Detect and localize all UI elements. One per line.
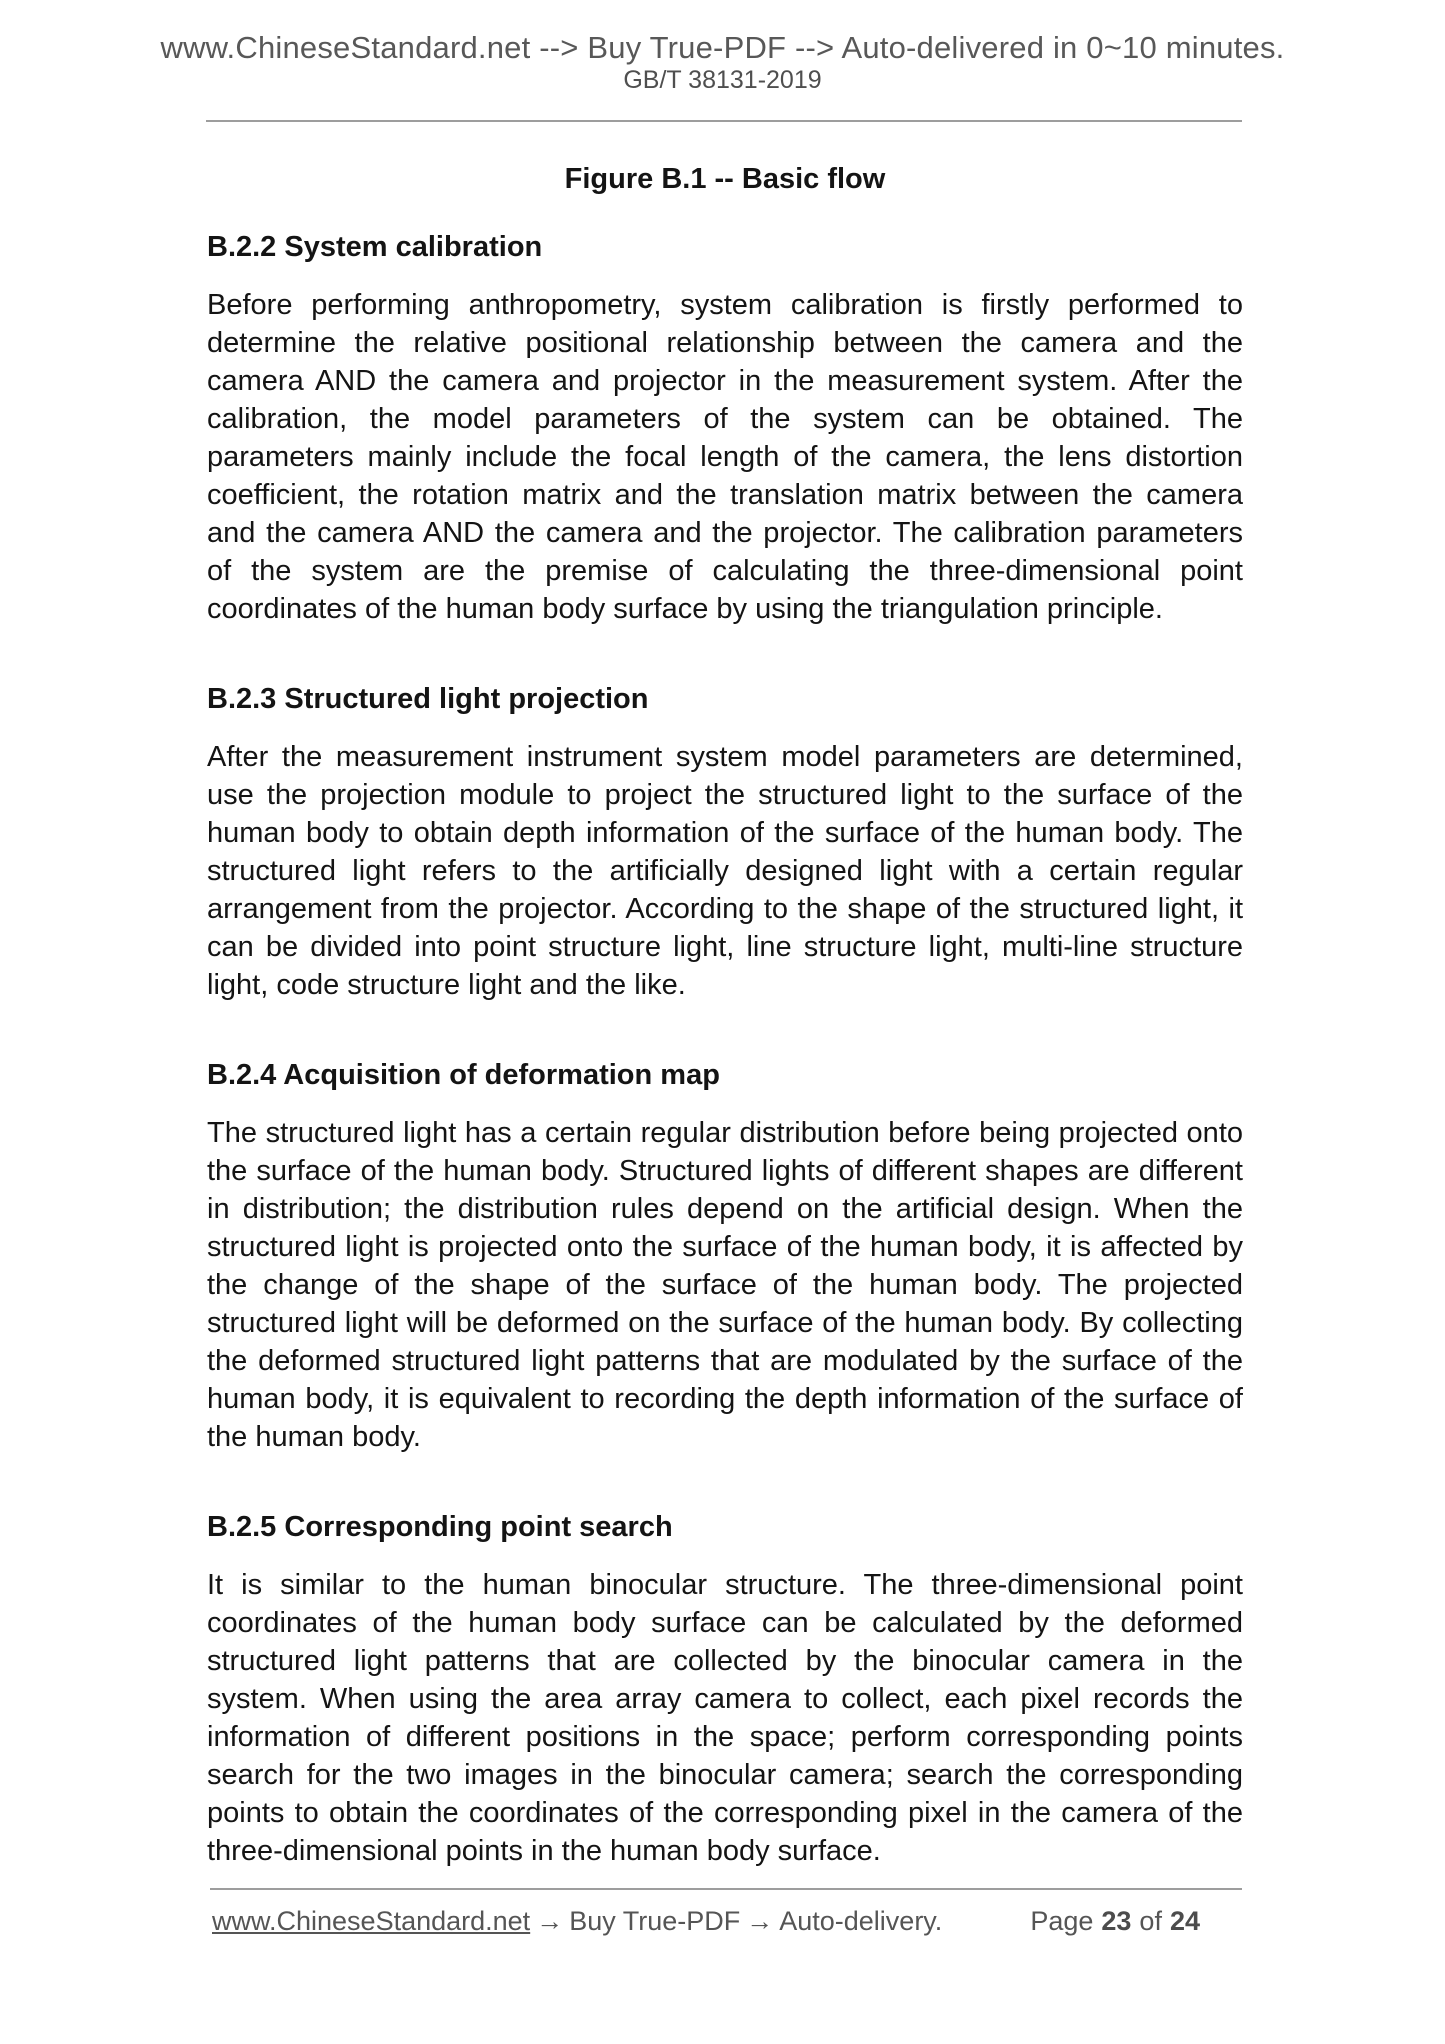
page-current: 23 xyxy=(1101,1906,1132,1936)
footer xyxy=(212,1906,1222,1937)
footer-step-buy: Buy True-PDF xyxy=(569,1906,741,1936)
figure-caption: Figure B.1 -- Basic flow xyxy=(564,163,886,195)
section-heading-b25: B.2.5 Corresponding point search xyxy=(207,1511,673,1543)
section-paragraph-b25: It is similar to the human binocular structure. The three-dimensional point coordinates of the human body surface can be calculated by the deformed structured light patterns that are collected by the binocular camera in the system. When using the area array camera to collect, each pixel records the information of different positions in the space; perform corresponding points search for the two images in the binocular camera; search the corresponding points to obtain the coordinates of the corresponding pixel in the camera of the three-dimensional points in the human body surface. xyxy=(207,1569,1243,1867)
section-heading-b23: B.2.3 Structured light projection xyxy=(207,683,649,715)
page-total: 24 xyxy=(1169,1906,1200,1936)
page-indicator xyxy=(1026,1906,1204,1937)
footer-site-link[interactable]: www.ChineseStandard.net xyxy=(212,1906,531,1936)
arrow-right-icon: → xyxy=(746,1906,774,1936)
section-paragraph-b23: After the measurement instrument system model parameters are determined, use the projection module to project the structured light to the surface of the human body to obtain depth information of the surface of the human body. The structured light refers to the artificially designed light with a certain regular arrangement from the projector. According to the shape of the structured light, it can be divided into point structure light, line structure light, multi-line structure light, code structure light and the like. xyxy=(207,741,1243,1001)
header-promo-text: www.ChineseStandard.net --> Buy True-PDF --> Auto-delivered in 0~10 minutes. xyxy=(160,30,1285,65)
section-heading-b22: B.2.2 System calibration xyxy=(207,231,543,263)
page-label: Page xyxy=(1030,1906,1094,1936)
section-paragraph-b24: The structured light has a certain regular distribution before being projected onto the surface of the human body. Structured lights of different shapes are different in distribution; the distribution rules depend on the artificial design. When the structured light is projected onto the surface of the human body, it is affected by the change of the shape of the surface of the human body. The projected structured light will be deformed on the surface of the human body. By collecting the deformed structured light patterns that are modulated by the surface of the human body, it is equivalent to recording the depth information of the surface of the human body. xyxy=(207,1117,1243,1453)
arrow-right-icon: → xyxy=(536,1906,564,1936)
document-body xyxy=(207,140,1243,1870)
page-of-label: of xyxy=(1139,1906,1162,1936)
section-paragraph-b22: Before performing anthropometry, system calibration is firstly performed to determine the relative positional relationship between the camera and the camera AND the camera and projector in the measurement system. After the calibration, the model parameters of the system can be obtained. The parameters mainly include the focal length of the camera, the lens distortion coefficient, the rotation matrix and the translation matrix between the camera and the camera AND the camera and the projector. The calibration parameters of the system are the premise of calculating the three-dimensional point coordinates of the human body surface by using the triangulation principle. xyxy=(207,289,1243,625)
standard-number: GB/T 38131-2019 xyxy=(623,66,822,94)
footer-step-delivery: Auto-delivery. xyxy=(779,1906,943,1936)
section-heading-b24: B.2.4 Acquisition of deformation map xyxy=(207,1059,720,1091)
header-rule xyxy=(206,120,1242,122)
footer-promo xyxy=(212,1906,942,1937)
footer-rule xyxy=(210,1888,1242,1890)
